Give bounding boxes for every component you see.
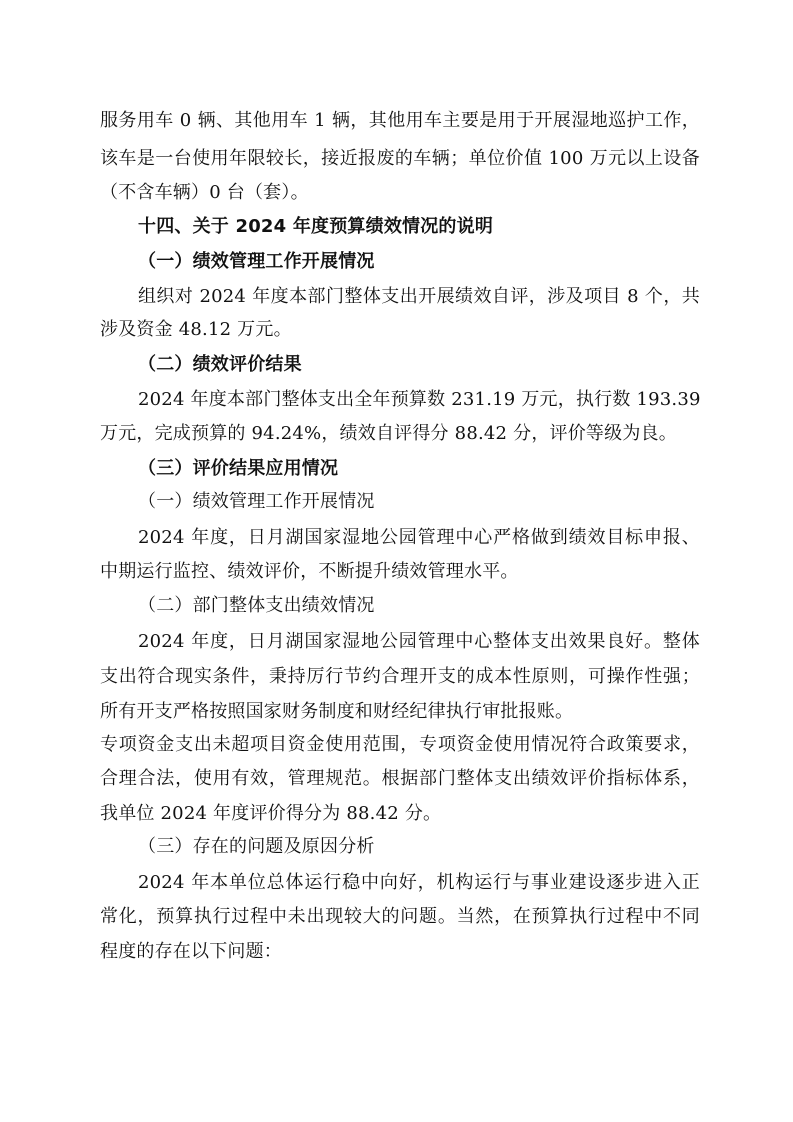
paragraph-special-funds-line-2: 合理合法，使用有效，管理规范。根据部门整体支出绩效评价指标体系， <box>100 768 700 789</box>
section-heading-14: 十四、关于 2024 年度预算绩效情况的说明 <box>138 216 494 237</box>
paragraph-vehicles-line-3: （不含车辆）0 台（套）。 <box>100 182 309 203</box>
paragraph-problems-line-2: 常化，预算执行过程中未出现较大的问题。当然，在预算执行过程中不同 <box>100 906 700 927</box>
paragraph-special-funds-line-1: 专项资金支出未超项目资金使用范围，专项资金使用情况符合政策要求， <box>100 734 700 755</box>
item-problems-analysis: （三）存在的问题及原因分析 <box>138 836 375 857</box>
item-performance-management: （一）绩效管理工作开展情况 <box>138 491 375 512</box>
paragraph-result-line-1: 2024 年度本部门整体支出全年预算数 231.19 万元，执行数 193.39 <box>138 389 701 410</box>
paragraph-result-line-2: 万元，完成预算的 94.24%，绩效自评得分 88.42 分，评价等级为良。 <box>100 423 677 444</box>
paragraph-vehicles-line-1: 服务用车 0 辆、其他用车 1 辆，其他用车主要是用于开展湿地巡护工作， <box>100 110 700 131</box>
item-overall-expenditure: （二）部门整体支出绩效情况 <box>138 595 375 616</box>
paragraph-management-line-2: 中期运行监控、绩效评价，不断提升绩效管理水平。 <box>100 561 519 582</box>
paragraph-expenditure-line-1: 2024 年度，日月湖国家湿地公园管理中心整体支出效果良好。整体 <box>138 631 700 652</box>
paragraph-special-funds-line-3: 我单位 2024 年度评价得分为 88.42 分。 <box>100 803 442 824</box>
paragraph-self-evaluation-line-1: 组织对 2024 年度本部门整体支出开展绩效自评，涉及项目 8 个，共 <box>138 286 700 307</box>
paragraph-expenditure-line-2: 支出符合现实条件，秉持厉行节约合理开支的成本性原则，可操作性强； <box>100 666 700 687</box>
paragraph-problems-line-3: 程度的存在以下问题： <box>100 941 282 962</box>
subheading-evaluation-result: （二）绩效评价结果 <box>138 354 302 375</box>
paragraph-expenditure-line-3: 所有开支严格按照国家财务制度和财经纪律执行审批报账。 <box>100 701 574 722</box>
paragraph-vehicles-line-2: 该车是一台使用年限较长，接近报废的车辆；单位价值 100 万元以上设备 <box>100 148 700 169</box>
subheading-performance-management: （一）绩效管理工作开展情况 <box>138 251 375 272</box>
paragraph-management-line-1: 2024 年度，日月湖国家湿地公园管理中心严格做到绩效目标申报、 <box>138 527 700 548</box>
paragraph-problems-line-1: 2024 年本单位总体运行稳中向好，机构运行与事业建设逐步进入正 <box>138 872 700 893</box>
paragraph-self-evaluation-line-2: 涉及资金 48.12 万元。 <box>100 319 292 340</box>
subheading-result-application: （三）评价结果应用情况 <box>138 458 339 479</box>
